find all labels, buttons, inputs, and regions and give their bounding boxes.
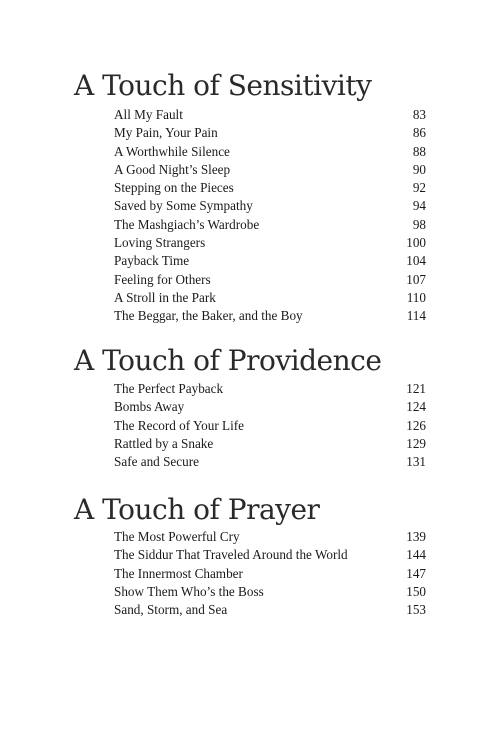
toc-entry[interactable] (114, 453, 426, 471)
entry-title: A Good Night’s Sleep (114, 161, 231, 177)
toc-entry[interactable] (114, 106, 426, 124)
entry-page-number: 90 (412, 161, 426, 177)
toc-entry[interactable] (114, 583, 426, 601)
toc-entry[interactable] (114, 234, 426, 252)
entry-title: Rattled by a Snake (114, 435, 214, 451)
section-title: A Touch of Prayer (74, 493, 320, 526)
entry-page-number: 94 (412, 198, 426, 214)
toc-entry-list (114, 528, 426, 619)
entry-title: Sand, Storm, and Sea (114, 602, 228, 618)
entry-page-number: 144 (406, 547, 426, 563)
toc-entry[interactable] (114, 601, 426, 619)
toc-entry[interactable] (114, 271, 426, 289)
entry-title: A Stroll in the Park (114, 289, 216, 305)
entry-page-number: 131 (406, 454, 426, 470)
entry-page-number: 86 (412, 125, 426, 141)
entry-title: Feeling for Others (114, 271, 211, 287)
toc-entry[interactable] (114, 565, 426, 583)
entry-title: Loving Strangers (114, 235, 206, 251)
section-title: A Touch of Providence (74, 344, 382, 377)
entry-page-number: 139 (406, 529, 426, 544)
toc-entry[interactable] (114, 528, 426, 546)
entry-page-number: 110 (406, 289, 426, 305)
entry-title: My Pain, Your Pain (114, 125, 218, 141)
entry-title: The Record of Your Life (114, 417, 245, 433)
toc-entry[interactable] (114, 124, 426, 142)
entry-page-number: 150 (406, 583, 426, 599)
entry-title: The Perfect Payback (114, 381, 224, 396)
toc-entry[interactable] (114, 197, 426, 215)
entry-title: Safe and Secure (114, 454, 199, 470)
entry-page-number: 98 (412, 216, 426, 232)
entry-title: Stepping on the Pieces (114, 180, 234, 196)
entry-page-number: 114 (406, 308, 426, 324)
entry-page-number: 121 (406, 381, 426, 396)
section-title: A Touch of Sensitivity (74, 69, 372, 102)
toc-entry[interactable] (114, 307, 426, 325)
entry-title: The Mashgiach’s Wardrobe (114, 216, 260, 232)
entry-title: All My Fault (114, 107, 183, 122)
toc-entry[interactable] (114, 161, 426, 179)
entry-title: The Innermost Chamber (114, 565, 243, 581)
entry-title: Bombs Away (114, 399, 185, 415)
entry-page-number: 124 (406, 399, 426, 415)
toc-entry[interactable] (114, 546, 426, 564)
toc-entry[interactable] (114, 252, 426, 270)
entry-page-number: 153 (406, 602, 426, 618)
toc-entry-list (114, 106, 426, 326)
entry-page-number: 88 (412, 143, 426, 159)
entry-page-number: 126 (406, 417, 426, 433)
toc-entry[interactable] (114, 143, 426, 161)
toc-entry[interactable] (114, 435, 426, 453)
entry-title: The Siddur That Traveled Around the World (114, 547, 348, 563)
entry-page-number: 104 (406, 253, 426, 269)
entry-title: Show Them Who’s the Boss (114, 583, 264, 599)
entry-page-number: 107 (406, 271, 426, 287)
toc-entry[interactable] (114, 380, 426, 398)
toc-entry-list (114, 380, 426, 471)
entry-page-number: 147 (406, 565, 426, 581)
entry-page-number: 100 (406, 235, 426, 251)
entry-title: The Most Powerful Cry (114, 529, 240, 544)
toc-entry[interactable] (114, 216, 426, 234)
entry-title: Saved by Some Sympathy (114, 198, 253, 214)
entry-page-number: 92 (412, 180, 426, 196)
toc-entry[interactable] (114, 179, 426, 197)
toc-entry[interactable] (114, 417, 426, 435)
entry-page-number: 129 (406, 435, 426, 451)
toc-entry[interactable] (114, 289, 426, 307)
entry-title: The Beggar, the Baker, and the Boy (114, 308, 303, 324)
entry-title: A Worthwhile Silence (114, 143, 230, 159)
entry-title: Payback Time (114, 253, 190, 269)
entry-page-number: 83 (412, 107, 426, 122)
toc-entry[interactable] (114, 398, 426, 416)
